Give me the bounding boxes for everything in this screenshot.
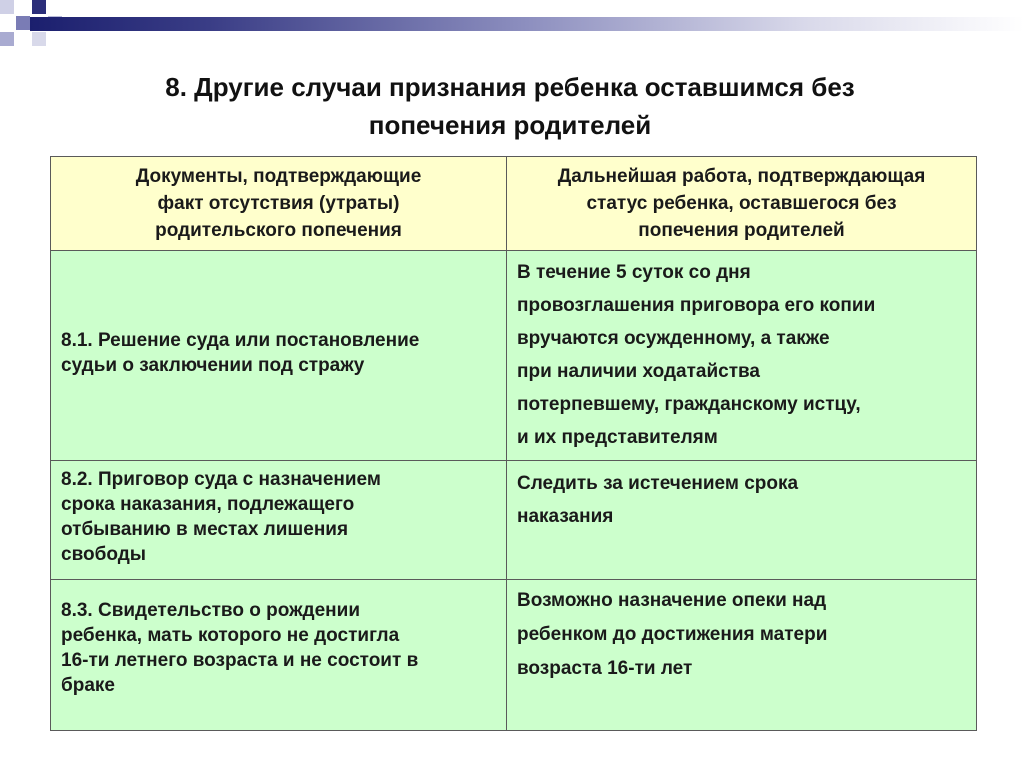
cell-line: 8.2. Приговор суда с назначением (61, 469, 381, 490)
cell-line: провозглашения приговора его копии (517, 295, 876, 316)
row-action-cell (507, 580, 977, 731)
cell-line: при наличии ходатайства (517, 361, 761, 382)
cell-line: 16-ти летнего возраста и не состоит в (61, 650, 419, 671)
cell-line: наказания (517, 506, 614, 527)
row-action-cell (507, 251, 977, 461)
decor-square (0, 0, 14, 14)
cell-line: 8.1. Решение суда или постановление (61, 329, 420, 351)
header-line: родительского попечения (155, 220, 402, 241)
header-band (30, 17, 1024, 31)
header-line: факт отсутствия (утраты) (157, 193, 400, 214)
slide-title (60, 68, 960, 144)
cell-line: возраста 16-ти лет (517, 658, 693, 679)
table-header-row (51, 157, 977, 251)
cell-line: срока наказания, подлежащего (61, 494, 355, 515)
header-cell-documents (51, 157, 507, 251)
row-document-cell (51, 580, 507, 731)
cell-line: В течение 5 суток со дня (517, 262, 751, 283)
decor-square (32, 0, 46, 14)
decor-square (16, 16, 30, 30)
cell-line: браке (61, 675, 115, 696)
header-line: попечения родителей (638, 220, 845, 241)
decor-square (0, 32, 14, 46)
table-row (51, 580, 977, 731)
header-line: статус ребенка, оставшегося без (586, 193, 897, 214)
info-table (50, 156, 977, 731)
cell-line: ребенком до достижения матери (517, 624, 828, 645)
header-line: Дальнейшая работа, подтверждающая (557, 166, 926, 187)
row-action-cell (507, 461, 977, 580)
header-cell-further-work (507, 157, 977, 251)
cell-line: судьи о заключении под стражу (61, 354, 365, 376)
decor-square (32, 32, 46, 46)
title-line: 8. Другие случаи признания ребенка оставшимся без (165, 72, 855, 102)
cell-line: Следить за истечением срока (517, 473, 799, 494)
cell-line: свободы (61, 544, 146, 565)
cell-line: и их представителям (517, 427, 718, 448)
cell-line: ребенка, мать которого не достигла (61, 625, 400, 646)
cell-line: потерпевшему, гражданскому истцу, (517, 394, 861, 415)
cell-line: отбыванию в местах лишения (61, 519, 349, 540)
table-row (51, 251, 977, 461)
title-line: попечения родителей (368, 110, 652, 140)
row-document-cell (51, 251, 507, 461)
cell-line: Возможно назначение опеки над (517, 590, 827, 611)
table-row (51, 461, 977, 580)
cell-line: 8.3. Свидетельство о рождении (61, 600, 361, 621)
row-document-cell (51, 461, 507, 580)
header-line: Документы, подтверждающие (135, 166, 422, 187)
cell-line: вручаются осужденному, а также (517, 328, 830, 349)
